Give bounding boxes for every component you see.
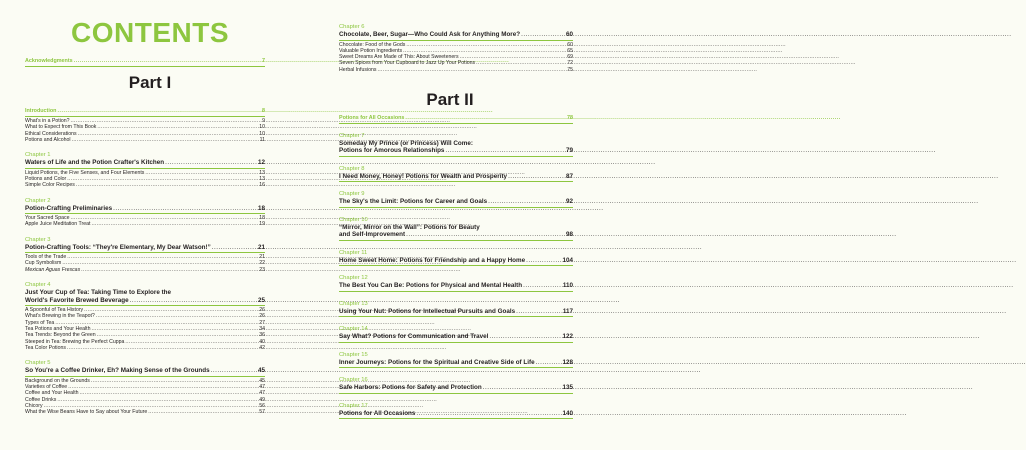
toc-chapter <box>339 166 573 183</box>
chapter-label: Chapter 9 <box>339 191 365 198</box>
chapter-title-leader <box>508 173 565 181</box>
toc-entry-leader <box>67 345 258 351</box>
toc-entry <box>25 182 265 188</box>
front-matter-entry-label: Acknowledgments <box>25 58 73 64</box>
chapter-rule <box>339 367 573 368</box>
right-toc-column <box>339 24 573 420</box>
chapter-title-page: 87 <box>565 172 573 180</box>
toc-entry-page: 16 <box>259 182 265 189</box>
chapter-title-label: Potions for All Occasions <box>339 409 416 417</box>
toc-entry-page: 65 <box>567 47 573 54</box>
toc-entry-leader <box>378 67 567 73</box>
chapter-rule <box>339 418 573 419</box>
toc-chapter <box>25 198 265 228</box>
part-two-section-entry-rule <box>339 123 573 124</box>
toc-entry-leader <box>91 221 258 227</box>
toc-entry-page: 69 <box>567 54 573 61</box>
toc-entry-label: Valuable Potion Ingredients <box>339 47 403 54</box>
toc-entry-page: 10 <box>259 124 265 131</box>
chapter-title <box>25 159 265 167</box>
chapter-label: Chapter 10 <box>339 216 368 223</box>
toc-entry-page: 13 <box>259 169 265 176</box>
part-two-section-entry <box>339 114 573 122</box>
toc-entry-page: 27 <box>259 319 265 326</box>
toc-chapter <box>339 133 573 157</box>
toc-entry-label: Tea Trends: Beyond the Green <box>25 332 96 339</box>
toc-entry-label: Mexican Aguas Frescas <box>25 266 81 273</box>
toc-entry-label: Coffee Drinks <box>25 396 57 403</box>
toc-entry-label: Chocolate: Food of the Gods <box>339 41 406 48</box>
chapter-label: Chapter 15 <box>339 351 368 358</box>
chapter-label: Chapter 16 <box>339 377 368 384</box>
chapter-title <box>339 282 573 290</box>
toc-entry-label: Coffee and Your Health <box>25 390 79 397</box>
chapter-title-leader <box>211 367 257 375</box>
toc-entry-page: 9 <box>262 118 265 124</box>
chapter-title-leader <box>416 410 561 418</box>
chapter-rule <box>25 305 265 306</box>
toc-entry-page: 75 <box>567 66 573 73</box>
left-page <box>0 0 300 450</box>
chapter-title <box>339 308 573 316</box>
toc-entry-page: 22 <box>259 260 265 267</box>
left-toc-column <box>25 57 265 415</box>
toc-entry-page: 10 <box>259 130 265 137</box>
chapter-title-label: Chocolate, Beer, Sugar—Who Could Ask for Anything More? <box>339 31 521 38</box>
toc-entry-page: 47 <box>259 390 265 397</box>
chapter-label: Chapter 1 <box>25 152 51 159</box>
toc-entry-page: 42 <box>259 344 265 351</box>
chapter-label: Chapter 6 <box>339 24 365 30</box>
chapter-title-page: 18 <box>257 204 265 212</box>
toc-entry-page: 36 <box>259 332 265 339</box>
front-matter-entry-page: 7 <box>262 58 265 64</box>
part-two-title: Part II <box>426 90 474 109</box>
part-two-section-entry-label: Potions for All Occasions <box>339 114 405 121</box>
toc-entry-page: 47 <box>259 383 265 390</box>
toc-entry-label: Background on the Grounds <box>25 377 90 384</box>
part-two-section-entry-leader <box>405 114 566 122</box>
toc-chapter <box>339 403 573 420</box>
introduction-entry-rule <box>25 116 265 117</box>
chapter-title-leader <box>521 31 565 39</box>
chapter-title <box>339 173 573 181</box>
toc-entry-label: What's in a Potion? <box>25 118 70 124</box>
chapter-title-leader <box>406 231 565 239</box>
chapter-title-label: Safe Harbors: Potions for Safety and Protection <box>339 384 482 392</box>
part-two-section-entry-page: 78 <box>567 114 573 121</box>
toc-entry-label: Simple Color Recipes <box>25 182 75 189</box>
chapter-title <box>25 297 265 305</box>
toc-entry-label: A Spoonful of Tea History <box>25 307 84 314</box>
toc-entry-label: Potions and Color <box>25 175 67 182</box>
chapter-title-page: 140 <box>562 409 573 417</box>
toc-entry-label: What's Brewing in the Teapot? <box>25 313 95 320</box>
toc-entry-label: Cup Symbolism <box>25 260 62 267</box>
chapter-title-leader <box>212 244 257 252</box>
chapter-title-page: 12 <box>257 159 265 167</box>
toc-entry-page: 34 <box>259 325 265 332</box>
chapter-title-leader <box>526 257 561 265</box>
chapter-title-line: “Mirror, Mirror on the Wall”: Potions for Beauty <box>339 223 480 231</box>
chapter-title-line: Someday My Prince (or Princess) Will Come: <box>339 139 473 147</box>
chapter-rule <box>25 213 265 214</box>
chapter-title <box>339 257 573 265</box>
chapter-title-label: The Best You Can Be: Potions for Physical and Mental Health <box>339 282 523 290</box>
front-matter-entry <box>25 57 265 65</box>
toc-entry-page: 13 <box>259 175 265 182</box>
toc-entry-label: Your Sacred Space <box>25 215 70 222</box>
chapter-title-label: The Sky's the Limit: Potions for Career and Goals <box>339 198 488 206</box>
toc-entry-label: Herbal Infusions <box>339 66 377 73</box>
introduction-entry-page: 8 <box>262 108 265 114</box>
toc-entry <box>25 221 265 227</box>
chapter-title <box>339 147 573 155</box>
toc-entry-label: Tools of the Trade <box>25 254 67 261</box>
chapter-title-leader <box>445 147 565 155</box>
chapter-title <box>339 31 573 39</box>
toc-entry-label: Varieties of Coffee <box>25 383 68 390</box>
toc-chapter <box>339 326 573 343</box>
chapter-label: Chapter 12 <box>339 275 368 282</box>
toc-entry <box>339 67 573 73</box>
toc-entry-page: 11 <box>259 136 265 143</box>
chapter-title-label: Potion-Crafting Preliminaries <box>25 204 113 212</box>
toc-chapter <box>339 352 573 369</box>
chapter-title-label: Waters of Life and the Potion Crafter's Kitchen <box>25 159 165 167</box>
toc-chapter <box>339 275 573 292</box>
chapter-rule <box>339 207 573 208</box>
chapter-title <box>339 410 573 418</box>
part-one-title: Part I <box>128 73 172 92</box>
chapter-rule <box>339 156 573 157</box>
toc-entry <box>25 267 265 273</box>
chapter-title-page: 92 <box>565 198 573 206</box>
toc-entry-page: 56 <box>259 402 265 409</box>
chapter-title-leader <box>523 282 562 290</box>
toc-entry-page: 18 <box>259 215 265 222</box>
chapter-title-label: Home Sweet Home: Potions for Friendship and a Happy Home <box>339 256 526 264</box>
toc-entry-label: Steeped in Tea: Brewing the Perfect Cuppa <box>25 338 125 345</box>
chapter-rule <box>339 40 573 41</box>
chapter-title-page: 110 <box>562 282 573 290</box>
toc-entry-page: 26 <box>259 313 265 320</box>
chapter-title-page: 104 <box>562 256 573 264</box>
toc-entry-leader <box>76 182 258 188</box>
toc-entry-label: Seven Spices from Your Cupboard to Jazz Up Your Potions <box>339 60 476 67</box>
toc-entry <box>25 409 265 415</box>
chapter-title-page: 122 <box>562 333 573 341</box>
toc-entry-label: Chicory <box>25 402 43 409</box>
chapter-title-leader <box>165 159 257 167</box>
chapter-title-label: Potion-Crafting Tools: “They're Elementary, My Dear Watson!” <box>25 243 211 251</box>
front-matter-entry-rule <box>25 66 265 67</box>
front-matter-entry-leader <box>74 57 261 65</box>
toc-entry-label: What to Expect from This Book <box>25 124 97 131</box>
chapter-label: Chapter 4 <box>25 282 51 289</box>
toc-entry-leader <box>72 137 259 143</box>
chapter-title-label: Potions for Amorous Relationships <box>339 147 445 155</box>
contents-title: CONTENTS <box>71 17 229 48</box>
chapter-title-leader <box>113 205 257 213</box>
toc-chapter <box>25 237 265 273</box>
toc-entry-page: 21 <box>259 254 265 261</box>
chapter-title-leader <box>130 297 257 305</box>
toc-chapter <box>25 152 265 188</box>
chapter-title-page: 135 <box>562 384 573 392</box>
chapter-title-page: 117 <box>562 307 573 315</box>
chapter-rule <box>339 240 573 241</box>
chapter-title <box>25 367 265 375</box>
chapter-rule <box>339 393 573 394</box>
toc-chapter <box>25 282 265 351</box>
chapter-title-page: 79 <box>565 147 573 155</box>
toc-entry <box>25 345 265 351</box>
chapter-title <box>339 359 573 367</box>
chapter-title-label: Say What? Potions for Communication and Travel <box>339 333 489 341</box>
toc-entry-label: Types of Tea <box>25 319 55 326</box>
toc-entry-label: What the Wise Beans Have to Say about Your Future <box>25 409 148 416</box>
chapter-title-label: I Need Money, Honey! Potions for Wealth and Prosperity <box>339 172 508 180</box>
chapter-rule <box>339 291 573 292</box>
toc-chapter <box>339 217 573 241</box>
chapter-title-page: 25 <box>257 296 265 304</box>
chapter-title <box>339 198 573 206</box>
toc-entry <box>25 137 265 143</box>
chapter-label: Chapter 5 <box>25 360 51 367</box>
toc-entry-leader <box>81 267 258 273</box>
toc-entry-label: Sweet Dreams Are Made of This: About Sweeteners <box>339 54 459 61</box>
chapter-rule <box>25 376 265 377</box>
toc-entry-label: Apple Juice Meditation Treat <box>25 221 91 228</box>
chapter-title <box>25 244 265 252</box>
toc-entry-label: Potions and Alcohol <box>25 136 71 143</box>
toc-entry-page: 26 <box>259 307 265 314</box>
chapter-title <box>339 333 573 341</box>
introduction-entry-label: Introduction <box>25 108 57 114</box>
chapter-title-leader <box>536 359 562 367</box>
chapter-title-leader <box>516 308 562 316</box>
toc-entry-page: 60 <box>567 41 573 48</box>
introduction-entry-leader <box>57 107 261 115</box>
toc-entry-page: 72 <box>567 60 573 67</box>
chapter-title-line: Just Your Cup of Tea: Taking Time to Explore the <box>25 289 172 297</box>
chapter-title-leader <box>488 198 565 206</box>
toc-entry-page: 49 <box>259 396 265 403</box>
toc-entry-leader <box>148 409 258 415</box>
chapter-title-label: Using Your Nut: Potions for Intellectual Pursuits and Goals <box>339 307 516 315</box>
chapter-title-page: 128 <box>562 358 573 366</box>
toc-entry-label: Tea Potions and Your Health <box>25 325 91 332</box>
chapter-title-leader <box>489 333 561 341</box>
toc-entry-label: Tea Color Potions <box>25 344 66 351</box>
chapter-title-page: 98 <box>565 231 573 239</box>
chapter-rule <box>25 168 265 169</box>
introduction-entry <box>25 107 265 115</box>
chapter-label: Chapter 14 <box>339 326 368 333</box>
chapter-label: Chapter 7 <box>339 132 365 139</box>
chapter-rule <box>339 316 573 317</box>
toc-entry-page: 23 <box>259 266 265 273</box>
chapter-rule <box>339 265 573 266</box>
toc-entry-label: Liquid Potions, the Five Senses, and Four Elements <box>25 169 145 176</box>
toc-chapter <box>25 360 265 415</box>
chapter-title-label: Inner Journeys: Potions for the Spiritual and Creative Side of Life <box>339 358 535 366</box>
chapter-label: Chapter 17 <box>339 402 368 409</box>
chapter-label: Chapter 8 <box>339 165 365 172</box>
toc-chapter <box>339 24 573 73</box>
chapter-title <box>25 205 265 213</box>
toc-chapter <box>339 377 573 394</box>
chapter-title-leader <box>483 384 562 392</box>
toc-entry-label: Ethical Considerations <box>25 130 77 137</box>
chapter-label: Chapter 2 <box>25 197 51 204</box>
toc-entry-page: 45 <box>259 377 265 384</box>
chapter-title <box>339 231 573 239</box>
chapter-title-label: and Self-Improvement <box>339 231 406 239</box>
toc-entry-page: 57 <box>259 409 265 416</box>
chapter-title <box>339 384 573 392</box>
chapter-label: Chapter 3 <box>25 236 51 243</box>
chapter-title-label: So You're a Coffee Drinker, Eh? Making Sense of the Grounds <box>25 367 210 375</box>
chapter-title-page: 21 <box>257 243 265 251</box>
chapter-title-page: 60 <box>565 31 573 38</box>
chapter-title-label: World's Favorite Brewed Beverage <box>25 296 129 304</box>
toc-entry-page: 40 <box>259 338 265 345</box>
chapter-title-page: 45 <box>257 367 265 375</box>
chapter-label: Chapter 13 <box>339 300 368 307</box>
chapter-label: Chapter 11 <box>339 249 368 256</box>
right-page <box>300 0 600 450</box>
toc-entry-page: 19 <box>259 221 265 228</box>
chapter-rule <box>25 252 265 253</box>
chapter-rule <box>339 342 573 343</box>
toc-chapter <box>339 301 573 318</box>
chapter-rule <box>339 181 573 182</box>
toc-chapter <box>339 250 573 267</box>
toc-chapter <box>339 191 573 208</box>
